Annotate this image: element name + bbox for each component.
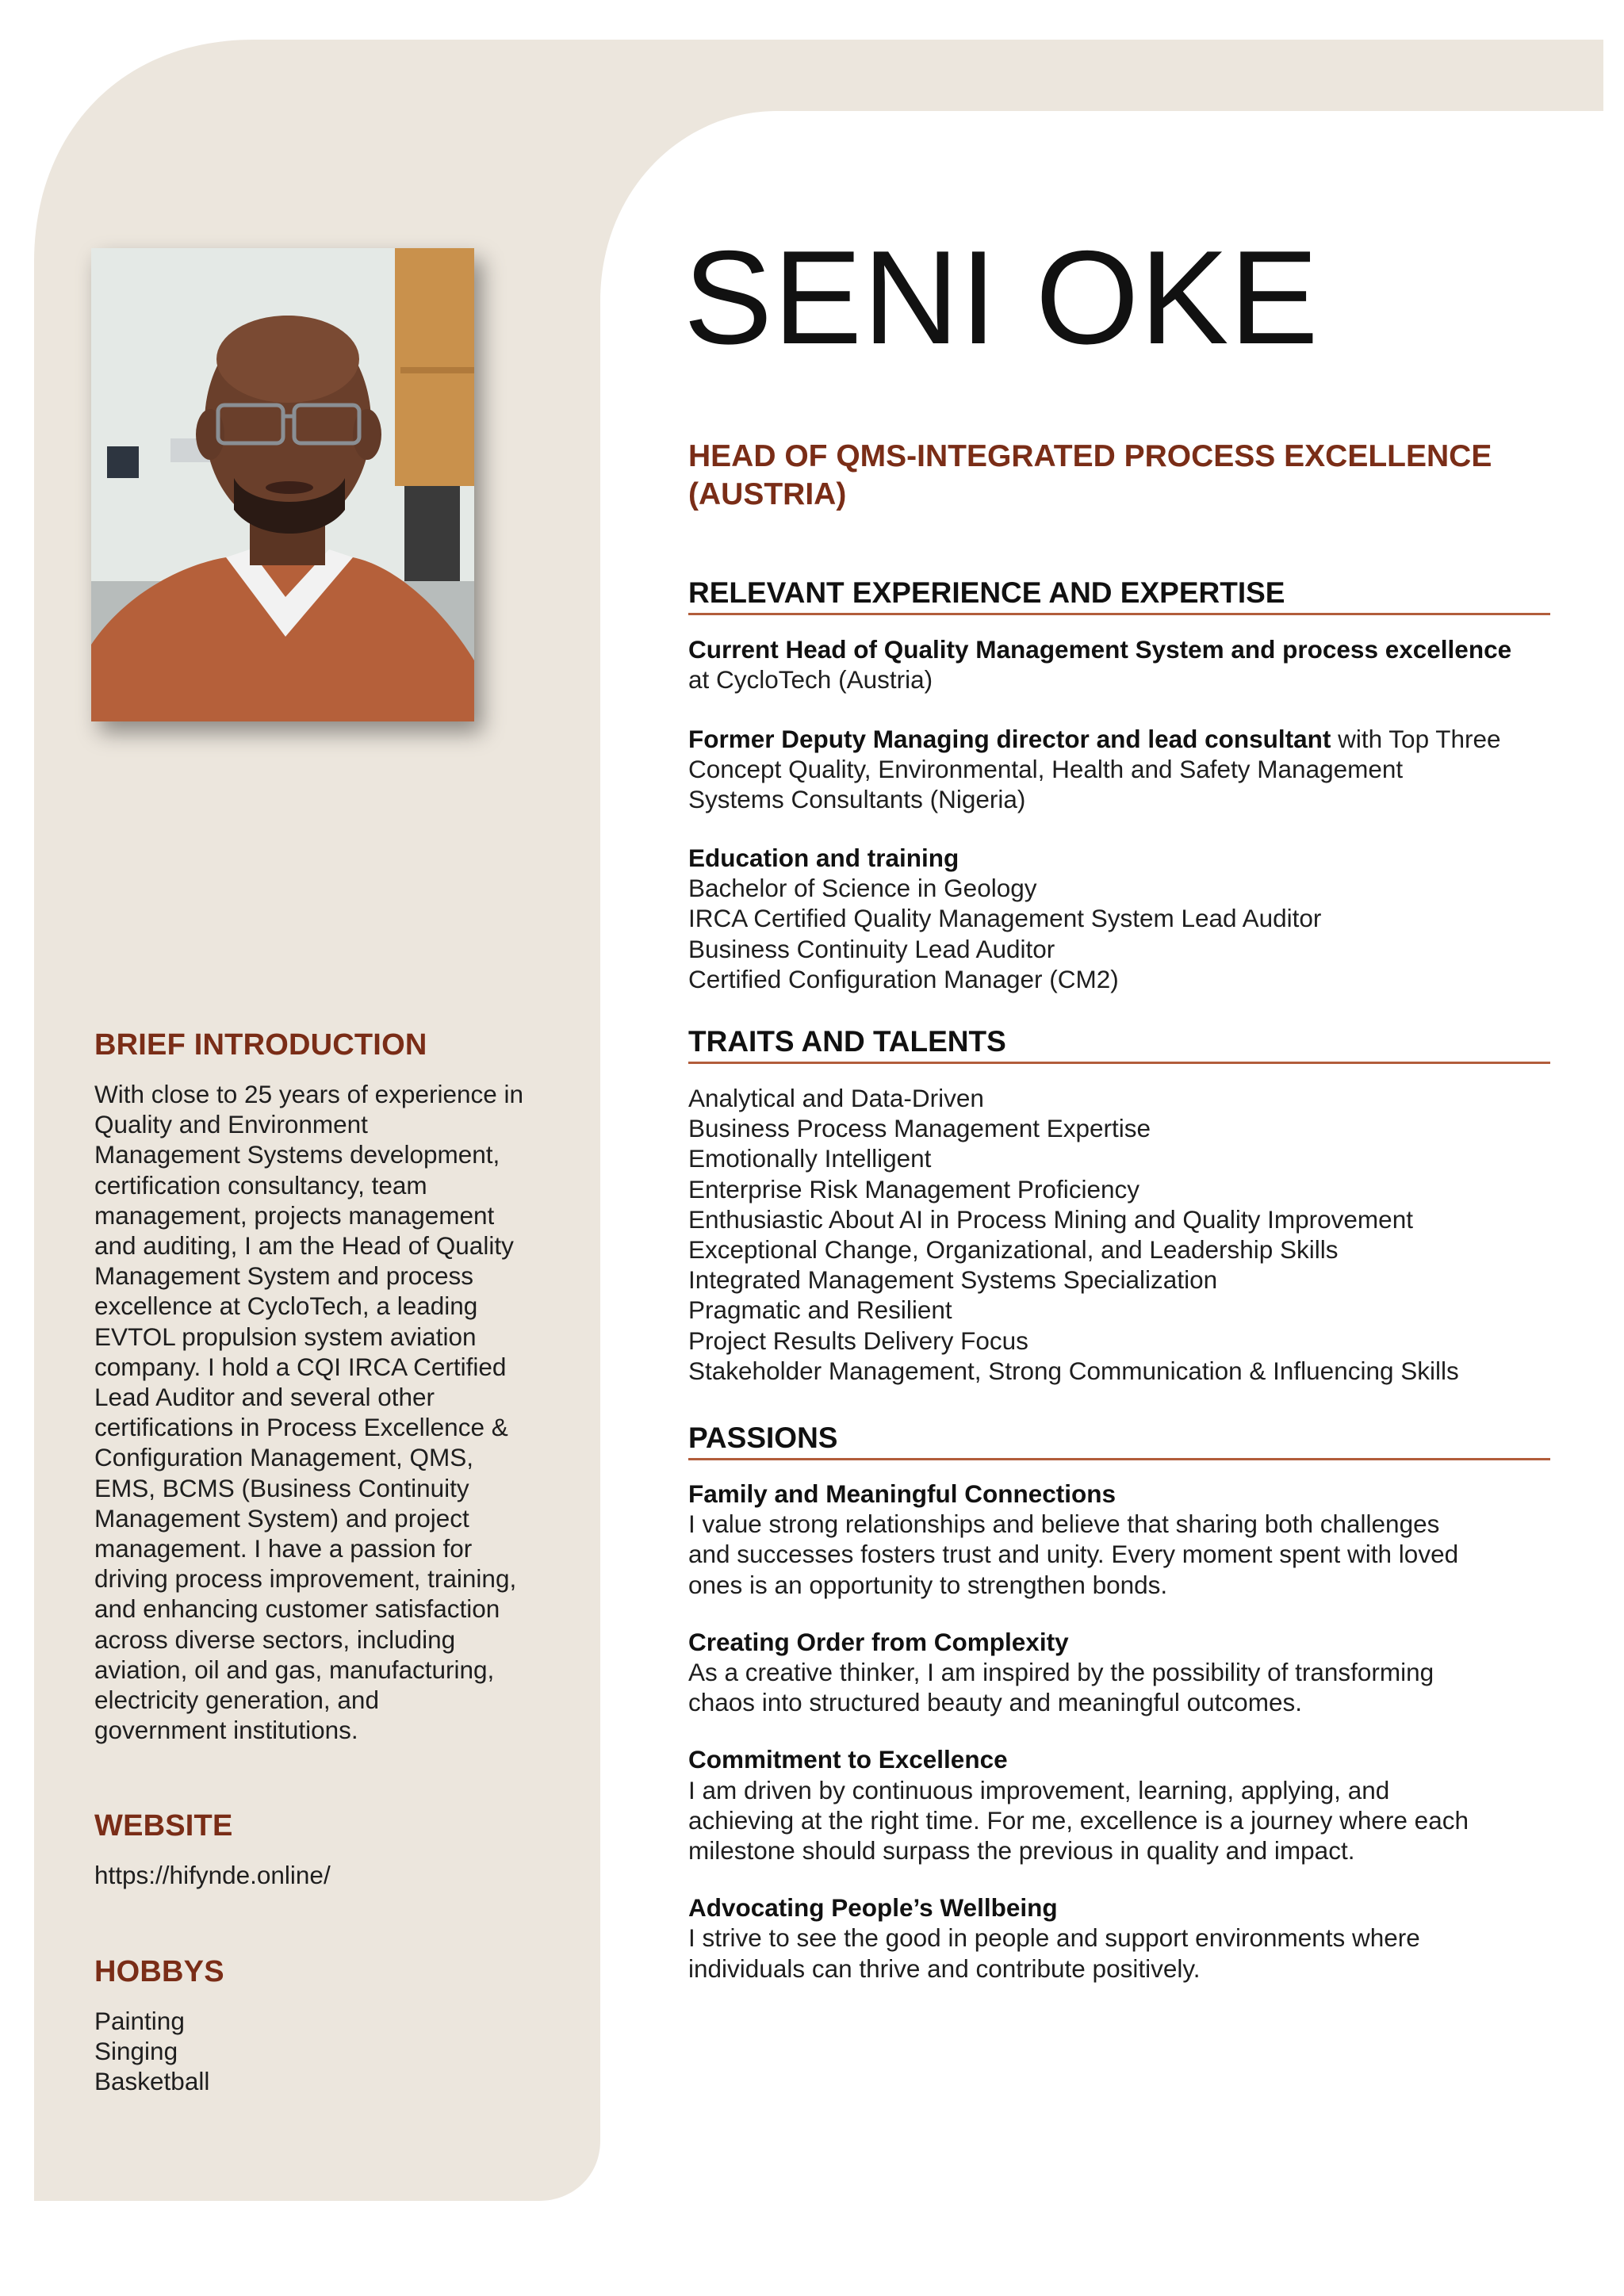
traits-heading: TRAITS AND TALENTS (688, 1025, 1550, 1064)
passion-text-line: achieving at the right time. For me, excellence is a journey where each (688, 1805, 1469, 1835)
experience-former (688, 724, 1568, 815)
hobby-item: Painting (94, 2007, 185, 2035)
passion-text-line: I am driven by continuous improvement, learning, applying, and (688, 1775, 1390, 1804)
passion-text-line: I strive to see the good in people and support environments where (688, 1923, 1420, 1953)
hobby-item: Basketball (94, 2067, 210, 2096)
passion-text-line: I value strong relationships and believe that sharing both challenges (688, 1510, 1440, 1539)
trait-item: Exceptional Change, Organizational, and Leadership Skills (688, 1235, 1339, 1265)
passion-text-line: milestone should surpass the previous in quality and impact. (688, 1836, 1355, 1866)
intro-line: Configuration Management, QMS, (94, 1443, 473, 1472)
passion-text-line: As a creative thinker, I am inspired by the possibility of transforming (688, 1658, 1434, 1687)
education-item: Business Continuity Lead Auditor (688, 934, 1055, 963)
passion-item (688, 1479, 1568, 1600)
passion-item (688, 1627, 1568, 1718)
passion-title: Family and Meaningful Connections (688, 1479, 1116, 1508)
intro-line: government institutions. (94, 1716, 358, 1745)
trait-item: Enthusiastic About AI in Process Mining and Quality Improvement (688, 1204, 1413, 1234)
intro-line: Lead Auditor and several other (94, 1383, 435, 1412)
traits-list (688, 1083, 1568, 1386)
passion-title: Commitment to Excellence (688, 1745, 1008, 1774)
website-heading: WEBSITE (94, 1809, 233, 1843)
job-title: HEAD OF QMS-INTEGRATED PROCESS EXCELLENCE (AUSTRIA) (688, 439, 1492, 511)
current-role-detail: at CycloTech (Austria) (688, 665, 933, 695)
experience-heading: RELEVANT EXPERIENCE AND EXPERTISE (688, 576, 1550, 615)
intro-heading: BRIEF INTRODUCTION (94, 1028, 427, 1062)
passions-heading: PASSIONS (688, 1422, 1550, 1460)
intro-line: and enhancing customer satisfaction (94, 1594, 500, 1624)
experience-current (688, 634, 1568, 695)
education-heading: Education and training (688, 844, 959, 872)
education-item: Bachelor of Science in Geology (688, 874, 1037, 903)
current-role-title: Current Head of Quality Management System and process excellence (688, 635, 1512, 664)
passion-item (688, 1744, 1568, 1866)
intro-line: management. I have a passion for (94, 1534, 473, 1563)
intro-line: Management System and process (94, 1261, 473, 1291)
trait-item: Pragmatic and Resilient (688, 1295, 952, 1325)
intro-line: EVTOL propulsion system aviation (94, 1322, 477, 1351)
intro-line: driving process improvement, training, (94, 1564, 517, 1594)
trait-item: Emotionally Intelligent (688, 1144, 932, 1173)
intro-line: certification consultancy, team (94, 1170, 427, 1200)
intro-line: certifications in Process Excellence & (94, 1413, 508, 1442)
education-item: Certified Configuration Manager (CM2) (688, 964, 1119, 993)
website-link[interactable]: https://hifynde.online/ (94, 1861, 331, 1889)
intro-line: across diverse sectors, including (94, 1624, 456, 1654)
intro-line: EMS, BCMS (Business Continuity (94, 1473, 469, 1502)
passion-item (688, 1892, 1568, 1984)
intro-line: and auditing, I am the Head of Quality (94, 1231, 514, 1261)
intro-line: With close to 25 years of experience in (94, 1080, 524, 1108)
trait-item: Enterprise Risk Management Proficiency (688, 1174, 1139, 1203)
passion-text-line: and successes fosters trust and unity. Every moment spent with loved (688, 1540, 1459, 1569)
trait-item: Analytical and Data-Driven (688, 1084, 984, 1112)
intro-line: management, projects management (94, 1200, 495, 1230)
education-item: IRCA Certified Quality Management System Lead Auditor (688, 904, 1322, 933)
person-name: SENI OKE (684, 223, 1320, 372)
hobbies-list (94, 2006, 570, 2097)
passion-title: Creating Order from Complexity (688, 1627, 1069, 1656)
trait-item: Project Results Delivery Focus (688, 1326, 1028, 1355)
intro-line: aviation, oil and gas, manufacturing, (94, 1655, 495, 1684)
intro-line: Management System) and project (94, 1503, 469, 1533)
former-role-detail-line: Systems Consultants (Nigeria) (688, 785, 1026, 814)
intro-text (94, 1079, 570, 1745)
passion-title: Advocating People’s Wellbeing (688, 1893, 1058, 1923)
passions-list (688, 1479, 1568, 1984)
education-block (688, 843, 1568, 994)
intro-line: Quality and Environment (94, 1110, 368, 1139)
passion-text-line: chaos into structured beauty and meaningful outcomes. (688, 1688, 1302, 1717)
intro-line: excellence at CycloTech, a leading (94, 1292, 478, 1321)
intro-line: Management Systems development, (94, 1140, 500, 1169)
former-role-detail-line: Concept Quality, Environmental, Health and Safety Management (688, 755, 1404, 784)
former-role-detail: with Top Three (1331, 725, 1501, 753)
intro-line: company. I hold a CQI IRCA Certified (94, 1352, 507, 1381)
trait-item: Integrated Management Systems Specialization (688, 1265, 1218, 1295)
intro-line: electricity generation, and (94, 1686, 379, 1715)
profile-photo (91, 248, 474, 721)
hobby-item: Singing (94, 2037, 178, 2066)
hobbies-heading: HOBBYS (94, 1955, 224, 1988)
former-role-title: Former Deputy Managing director and lead consultant (688, 725, 1331, 753)
passion-text-line: individuals can thrive and contribute positively. (688, 1954, 1201, 1983)
trait-item: Stakeholder Management, Strong Communication & Influencing Skills (688, 1356, 1459, 1385)
passion-text-line: ones is an opportunity to strengthen bonds. (688, 1570, 1168, 1599)
trait-item: Business Process Management Expertise (688, 1114, 1151, 1143)
